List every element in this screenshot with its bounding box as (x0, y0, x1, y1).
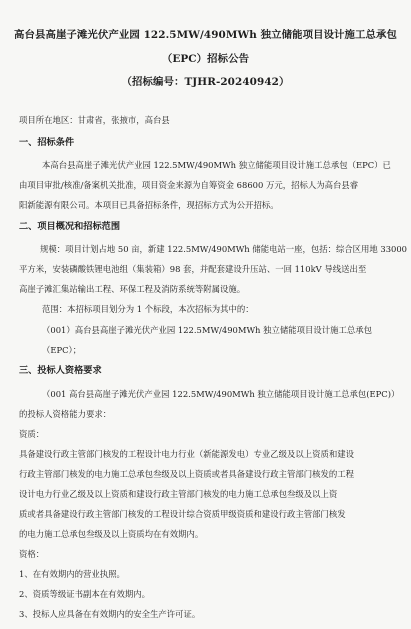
qualification-label: 资质： (19, 429, 45, 439)
section1-heading: 一、招标条件 (19, 137, 75, 148)
document-title-line1: 高台县高崖子滩光伏产业园 122.5MW/490MWh 独立储能项目设计施工总承包 (13, 29, 397, 41)
section3-paragraph-line: 设计电力行业乙级及以上资质和建设行政主管部门核发的电力施工总承包叁级及以上资 (19, 489, 338, 499)
section2-paragraph-line: 范围：本招标项目划分为 1 个标段，本次招标为其中的： (42, 304, 254, 314)
eligibility-label: 资格： (19, 549, 45, 559)
section3-paragraph-line: 具备建设行政主管部门核发的工程设计电力行业（新能源发电）专业乙级及以上资质和建设 (19, 449, 354, 459)
tender-number: （招标编号：TJHR-20240942） (121, 76, 290, 88)
eligibility-item: 3、投标人应具备在有效期内的安全生产许可证。 (19, 609, 201, 619)
document-title-line2: （EPC）招标公告 (161, 53, 250, 65)
section2-paragraph-line: 平方米，安装磷酸铁锂电池组（集装箱）98 套，并配套建设升压站、一回 110kV 导线送出至 (19, 264, 367, 274)
section1-paragraph-line: 由项目审批/核准/备案机关批准，项目资金来源为自筹资金 68600 万元，招标人为高台县睿 (19, 180, 359, 190)
eligibility-item: 2、资质等级证书副本在有效期内。 (19, 589, 150, 599)
eligibility-item: 1、在有效期内的营业执照。 (19, 569, 125, 579)
project-location: 项目所在地区：甘肃省，张掖市，高台县 (19, 115, 170, 125)
section1-paragraph-line: 本高台县高崖子滩光伏产业园 122.5MW/490MWh 独立储能项目设计施工总承包（EPC）已 (42, 160, 391, 170)
section1-paragraph-line: 阳新能源有限公司。本项目已具备招标条件，现招标方式为公开招标。 (19, 200, 279, 210)
section2-paragraph-line: 高崖子滩汇集站输出工程、环保工程及消防系统等附属设施。 (19, 284, 246, 294)
section2-paragraph-line: 规模：项目计划占地 50 亩，新建 122.5MW/490MWh 储能电站一座，包括：综合区用地 33000 (40, 244, 407, 254)
section2-paragraph-line: （EPC）； (42, 345, 82, 355)
section2-heading: 二、项目概况和招标范围 (19, 221, 121, 232)
section3-paragraph-line: （001 高台县高崖子滩光伏产业园 122.5MW/490MWh 独立储能项目设计施工总承包(EPC)） (42, 389, 400, 399)
section3-paragraph-line: 的投标人资格能力要求： (19, 409, 112, 419)
section3-paragraph-line: 行政主管部门核发的电力施工总承包叁级及以上资质或者具备建设行政主管部门核发的工程 (19, 469, 354, 479)
section3-paragraph-line: 的电力施工总承包叁级及以上资质均在有效期内。 (19, 529, 204, 539)
section3-paragraph-line: 质或者具备建设行政主管部门核发的工程设计综合资质甲级资质和建设行政主管部门核发 (19, 509, 346, 519)
section3-heading: 三、投标人资格要求 (19, 365, 102, 376)
section2-paragraph-line: （001）高台县高崖子滩光伏产业园 122.5MW/490MWh 独立储能项目设计施工总承包 (42, 325, 372, 335)
